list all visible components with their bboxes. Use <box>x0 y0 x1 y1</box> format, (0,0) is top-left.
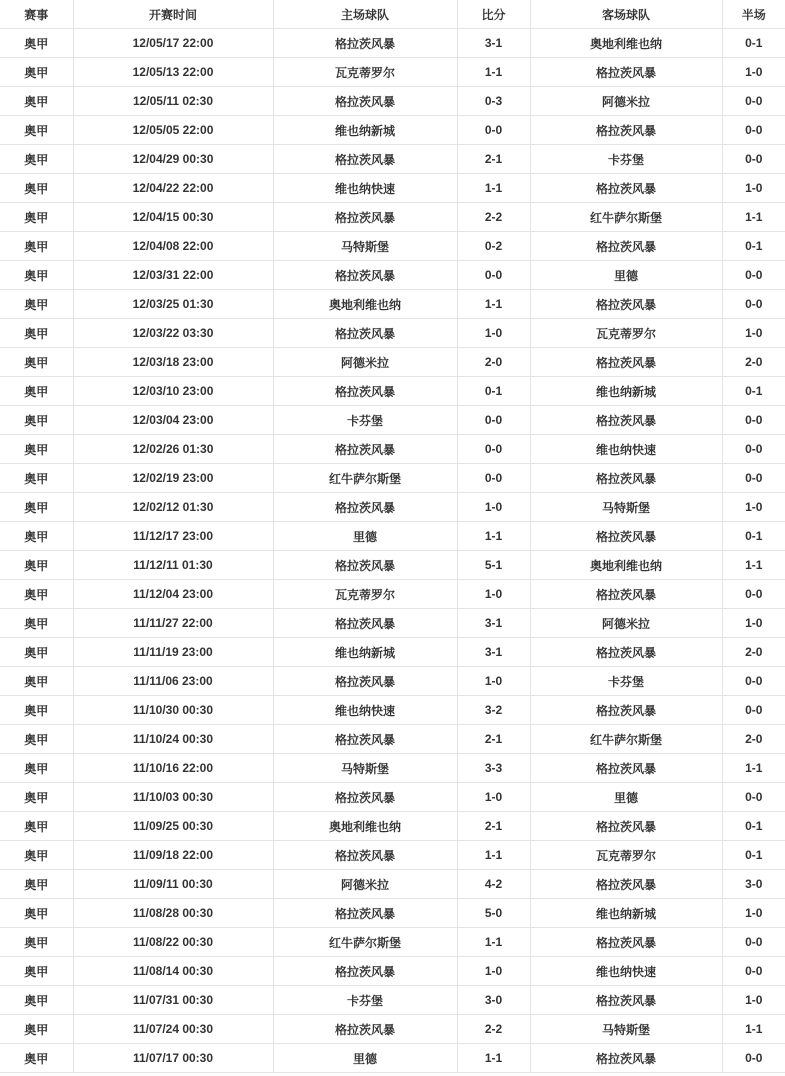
cell-kickoff-time: 11/09/18 22:00 <box>73 841 273 870</box>
cell-home-team: 格拉茨风暴 <box>273 145 457 174</box>
column-header-away-team: 客场球队 <box>530 0 722 29</box>
cell-league: 奥甲 <box>0 986 73 1015</box>
cell-league: 奥甲 <box>0 522 73 551</box>
cell-score: 2-2 <box>457 203 530 232</box>
cell-away-team: 卡芬堡 <box>530 667 722 696</box>
cell-away-team: 里德 <box>530 783 722 812</box>
cell-away-team: 格拉茨风暴 <box>530 754 722 783</box>
cell-kickoff-time: 12/04/08 22:00 <box>73 232 273 261</box>
table-row <box>0 464 785 493</box>
cell-half-score: 1-0 <box>722 899 785 928</box>
cell-league: 奥甲 <box>0 957 73 986</box>
cell-away-team: 格拉茨风暴 <box>530 464 722 493</box>
cell-half-score: 1-0 <box>722 319 785 348</box>
cell-kickoff-time: 11/09/25 00:30 <box>73 812 273 841</box>
cell-away-team: 格拉茨风暴 <box>530 580 722 609</box>
cell-score: 3-1 <box>457 29 530 58</box>
cell-kickoff-time: 12/02/26 01:30 <box>73 435 273 464</box>
cell-away-team: 阿德米拉 <box>530 87 722 116</box>
cell-home-team: 阿德米拉 <box>273 870 457 899</box>
cell-score: 2-0 <box>457 348 530 377</box>
cell-score: 2-1 <box>457 725 530 754</box>
cell-score: 0-0 <box>457 261 530 290</box>
cell-home-team: 格拉茨风暴 <box>273 899 457 928</box>
cell-kickoff-time: 11/09/11 00:30 <box>73 870 273 899</box>
cell-away-team: 格拉茨风暴 <box>530 696 722 725</box>
table-row <box>0 551 785 580</box>
cell-away-team: 格拉茨风暴 <box>530 174 722 203</box>
cell-kickoff-time: 12/03/31 22:00 <box>73 261 273 290</box>
cell-kickoff-time: 12/03/22 03:30 <box>73 319 273 348</box>
cell-kickoff-time: 11/08/28 00:30 <box>73 899 273 928</box>
cell-home-team: 格拉茨风暴 <box>273 377 457 406</box>
table-row <box>0 696 785 725</box>
cell-home-team: 维也纳新城 <box>273 638 457 667</box>
column-header-home-team: 主场球队 <box>273 0 457 29</box>
table-row <box>0 1015 785 1044</box>
cell-score: 0-0 <box>457 464 530 493</box>
cell-league: 奥甲 <box>0 58 73 87</box>
cell-kickoff-time: 12/02/19 23:00 <box>73 464 273 493</box>
cell-away-team: 马特斯堡 <box>530 1015 722 1044</box>
cell-home-team: 卡芬堡 <box>273 986 457 1015</box>
table-row <box>0 145 785 174</box>
header-row <box>0 0 785 29</box>
cell-league: 奥甲 <box>0 87 73 116</box>
cell-kickoff-time: 11/07/17 00:30 <box>73 1044 273 1073</box>
table-row <box>0 493 785 522</box>
cell-away-team: 格拉茨风暴 <box>530 1044 722 1073</box>
table-row <box>0 870 785 899</box>
cell-half-score: 0-1 <box>722 232 785 261</box>
cell-league: 奥甲 <box>0 348 73 377</box>
cell-away-team: 格拉茨风暴 <box>530 348 722 377</box>
cell-league: 奥甲 <box>0 1044 73 1073</box>
table-row <box>0 609 785 638</box>
cell-home-team: 瓦克蒂罗尔 <box>273 580 457 609</box>
cell-league: 奥甲 <box>0 435 73 464</box>
cell-home-team: 马特斯堡 <box>273 754 457 783</box>
cell-kickoff-time: 11/12/04 23:00 <box>73 580 273 609</box>
cell-league: 奥甲 <box>0 464 73 493</box>
cell-away-team: 维也纳新城 <box>530 899 722 928</box>
table-row <box>0 812 785 841</box>
cell-kickoff-time: 12/03/04 23:00 <box>73 406 273 435</box>
cell-away-team: 维也纳快速 <box>530 957 722 986</box>
cell-league: 奥甲 <box>0 899 73 928</box>
cell-half-score: 1-1 <box>722 754 785 783</box>
cell-away-team: 红牛萨尔斯堡 <box>530 203 722 232</box>
table-row <box>0 203 785 232</box>
cell-league: 奥甲 <box>0 783 73 812</box>
table-row <box>0 377 785 406</box>
cell-home-team: 格拉茨风暴 <box>273 203 457 232</box>
cell-home-team: 格拉茨风暴 <box>273 319 457 348</box>
cell-kickoff-time: 12/05/05 22:00 <box>73 116 273 145</box>
column-header-score: 比分 <box>457 0 530 29</box>
table-row <box>0 580 785 609</box>
cell-kickoff-time: 12/04/29 00:30 <box>73 145 273 174</box>
table-row <box>0 841 785 870</box>
table-row <box>0 116 785 145</box>
cell-score: 1-0 <box>457 667 530 696</box>
cell-away-team: 里德 <box>530 261 722 290</box>
cell-home-team: 格拉茨风暴 <box>273 1015 457 1044</box>
cell-half-score: 0-0 <box>722 464 785 493</box>
cell-score: 5-0 <box>457 899 530 928</box>
cell-kickoff-time: 11/11/06 23:00 <box>73 667 273 696</box>
cell-score: 3-3 <box>457 754 530 783</box>
cell-home-team: 格拉茨风暴 <box>273 783 457 812</box>
cell-half-score: 2-0 <box>722 638 785 667</box>
cell-home-team: 奥地利维也纳 <box>273 812 457 841</box>
cell-away-team: 奥地利维也纳 <box>530 551 722 580</box>
table-row <box>0 290 785 319</box>
table-row <box>0 754 785 783</box>
cell-home-team: 维也纳新城 <box>273 116 457 145</box>
cell-home-team: 格拉茨风暴 <box>273 957 457 986</box>
cell-score: 2-2 <box>457 1015 530 1044</box>
cell-score: 2-1 <box>457 812 530 841</box>
cell-half-score: 0-0 <box>722 957 785 986</box>
table-row <box>0 29 785 58</box>
cell-score: 3-1 <box>457 638 530 667</box>
cell-league: 奥甲 <box>0 493 73 522</box>
cell-kickoff-time: 11/08/22 00:30 <box>73 928 273 957</box>
cell-half-score: 1-1 <box>722 551 785 580</box>
cell-half-score: 0-1 <box>722 29 785 58</box>
cell-home-team: 马特斯堡 <box>273 232 457 261</box>
cell-league: 奥甲 <box>0 145 73 174</box>
cell-league: 奥甲 <box>0 174 73 203</box>
cell-score: 1-0 <box>457 319 530 348</box>
cell-half-score: 0-0 <box>722 435 785 464</box>
table-row <box>0 928 785 957</box>
cell-half-score: 0-1 <box>722 812 785 841</box>
cell-league: 奥甲 <box>0 928 73 957</box>
cell-away-team: 格拉茨风暴 <box>530 812 722 841</box>
cell-home-team: 格拉茨风暴 <box>273 551 457 580</box>
cell-away-team: 瓦克蒂罗尔 <box>530 841 722 870</box>
cell-league: 奥甲 <box>0 812 73 841</box>
cell-away-team: 格拉茨风暴 <box>530 638 722 667</box>
cell-kickoff-time: 12/04/15 00:30 <box>73 203 273 232</box>
cell-half-score: 0-0 <box>722 1044 785 1073</box>
cell-half-score: 2-0 <box>722 725 785 754</box>
cell-league: 奥甲 <box>0 261 73 290</box>
cell-score: 0-0 <box>457 116 530 145</box>
cell-kickoff-time: 11/07/31 00:30 <box>73 986 273 1015</box>
table-row <box>0 58 785 87</box>
cell-score: 0-3 <box>457 87 530 116</box>
cell-home-team: 格拉茨风暴 <box>273 609 457 638</box>
table-row <box>0 261 785 290</box>
cell-kickoff-time: 12/04/22 22:00 <box>73 174 273 203</box>
cell-score: 1-1 <box>457 174 530 203</box>
cell-half-score: 2-0 <box>722 348 785 377</box>
cell-home-team: 红牛萨尔斯堡 <box>273 928 457 957</box>
cell-home-team: 阿德米拉 <box>273 348 457 377</box>
cell-score: 1-1 <box>457 58 530 87</box>
table-row <box>0 783 785 812</box>
cell-half-score: 1-0 <box>722 609 785 638</box>
cell-away-team: 格拉茨风暴 <box>530 116 722 145</box>
cell-league: 奥甲 <box>0 638 73 667</box>
cell-away-team: 卡芬堡 <box>530 145 722 174</box>
table-body <box>0 29 785 1073</box>
cell-away-team: 格拉茨风暴 <box>530 522 722 551</box>
cell-away-team: 奥地利维也纳 <box>530 29 722 58</box>
cell-league: 奥甲 <box>0 667 73 696</box>
cell-away-team: 维也纳新城 <box>530 377 722 406</box>
cell-away-team: 马特斯堡 <box>530 493 722 522</box>
table-row <box>0 957 785 986</box>
cell-league: 奥甲 <box>0 725 73 754</box>
cell-half-score: 1-0 <box>722 986 785 1015</box>
cell-half-score: 0-1 <box>722 377 785 406</box>
cell-away-team: 格拉茨风暴 <box>530 986 722 1015</box>
cell-score: 1-0 <box>457 580 530 609</box>
cell-league: 奥甲 <box>0 377 73 406</box>
cell-half-score: 0-0 <box>722 928 785 957</box>
cell-home-team: 里德 <box>273 1044 457 1073</box>
table-row <box>0 174 785 203</box>
cell-half-score: 0-0 <box>722 696 785 725</box>
cell-home-team: 里德 <box>273 522 457 551</box>
cell-half-score: 0-0 <box>722 783 785 812</box>
table-row <box>0 406 785 435</box>
cell-league: 奥甲 <box>0 870 73 899</box>
cell-score: 5-1 <box>457 551 530 580</box>
cell-away-team: 格拉茨风暴 <box>530 58 722 87</box>
cell-kickoff-time: 11/11/19 23:00 <box>73 638 273 667</box>
table-row <box>0 435 785 464</box>
cell-kickoff-time: 11/10/24 00:30 <box>73 725 273 754</box>
cell-half-score: 0-0 <box>722 290 785 319</box>
cell-half-score: 0-1 <box>722 522 785 551</box>
cell-home-team: 维也纳快速 <box>273 174 457 203</box>
cell-league: 奥甲 <box>0 319 73 348</box>
table-row <box>0 319 785 348</box>
table-row <box>0 899 785 928</box>
cell-home-team: 格拉茨风暴 <box>273 261 457 290</box>
cell-score: 4-2 <box>457 870 530 899</box>
cell-kickoff-time: 12/03/10 23:00 <box>73 377 273 406</box>
cell-home-team: 红牛萨尔斯堡 <box>273 464 457 493</box>
cell-half-score: 1-0 <box>722 58 785 87</box>
cell-away-team: 红牛萨尔斯堡 <box>530 725 722 754</box>
cell-league: 奥甲 <box>0 609 73 638</box>
cell-score: 1-1 <box>457 1044 530 1073</box>
cell-league: 奥甲 <box>0 1015 73 1044</box>
cell-away-team: 瓦克蒂罗尔 <box>530 319 722 348</box>
cell-score: 1-1 <box>457 522 530 551</box>
cell-kickoff-time: 12/05/17 22:00 <box>73 29 273 58</box>
cell-home-team: 格拉茨风暴 <box>273 435 457 464</box>
cell-score: 0-1 <box>457 377 530 406</box>
cell-half-score: 1-0 <box>722 493 785 522</box>
cell-half-score: 0-0 <box>722 261 785 290</box>
cell-home-team: 格拉茨风暴 <box>273 493 457 522</box>
cell-score: 1-1 <box>457 841 530 870</box>
column-header-half-score: 半场 <box>722 0 785 29</box>
cell-away-team: 格拉茨风暴 <box>530 870 722 899</box>
cell-away-team: 格拉茨风暴 <box>530 290 722 319</box>
cell-half-score: 0-0 <box>722 667 785 696</box>
cell-kickoff-time: 12/02/12 01:30 <box>73 493 273 522</box>
cell-league: 奥甲 <box>0 406 73 435</box>
cell-kickoff-time: 11/12/17 23:00 <box>73 522 273 551</box>
cell-score: 0-0 <box>457 435 530 464</box>
cell-half-score: 0-0 <box>722 145 785 174</box>
cell-score: 1-0 <box>457 493 530 522</box>
cell-half-score: 0-0 <box>722 87 785 116</box>
table-row <box>0 522 785 551</box>
cell-home-team: 格拉茨风暴 <box>273 725 457 754</box>
cell-away-team: 维也纳快速 <box>530 435 722 464</box>
table-row <box>0 232 785 261</box>
cell-home-team: 格拉茨风暴 <box>273 29 457 58</box>
cell-league: 奥甲 <box>0 841 73 870</box>
cell-half-score: 0-0 <box>722 116 785 145</box>
cell-home-team: 奥地利维也纳 <box>273 290 457 319</box>
column-header-kickoff-time: 开赛时间 <box>73 0 273 29</box>
cell-half-score: 1-0 <box>722 174 785 203</box>
cell-half-score: 1-1 <box>722 1015 785 1044</box>
cell-home-team: 格拉茨风暴 <box>273 841 457 870</box>
cell-score: 1-1 <box>457 928 530 957</box>
table-row <box>0 667 785 696</box>
cell-half-score: 0-0 <box>722 406 785 435</box>
table-row <box>0 725 785 754</box>
cell-league: 奥甲 <box>0 232 73 261</box>
cell-kickoff-time: 12/03/18 23:00 <box>73 348 273 377</box>
cell-kickoff-time: 12/05/13 22:00 <box>73 58 273 87</box>
cell-half-score: 1-1 <box>722 203 785 232</box>
cell-score: 0-0 <box>457 406 530 435</box>
cell-kickoff-time: 11/08/14 00:30 <box>73 957 273 986</box>
cell-away-team: 阿德米拉 <box>530 609 722 638</box>
cell-league: 奥甲 <box>0 551 73 580</box>
cell-league: 奥甲 <box>0 203 73 232</box>
cell-score: 1-0 <box>457 783 530 812</box>
cell-away-team: 格拉茨风暴 <box>530 928 722 957</box>
cell-league: 奥甲 <box>0 754 73 783</box>
cell-league: 奥甲 <box>0 580 73 609</box>
cell-league: 奥甲 <box>0 29 73 58</box>
cell-half-score: 0-1 <box>722 841 785 870</box>
table-row <box>0 348 785 377</box>
cell-kickoff-time: 11/12/11 01:30 <box>73 551 273 580</box>
cell-kickoff-time: 11/10/30 00:30 <box>73 696 273 725</box>
cell-league: 奥甲 <box>0 290 73 319</box>
table-row <box>0 986 785 1015</box>
cell-home-team: 维也纳快速 <box>273 696 457 725</box>
cell-score: 1-0 <box>457 957 530 986</box>
cell-home-team: 瓦克蒂罗尔 <box>273 58 457 87</box>
cell-score: 3-1 <box>457 609 530 638</box>
cell-home-team: 格拉茨风暴 <box>273 667 457 696</box>
cell-home-team: 卡芬堡 <box>273 406 457 435</box>
cell-score: 3-2 <box>457 696 530 725</box>
cell-kickoff-time: 12/03/25 01:30 <box>73 290 273 319</box>
column-header-league: 赛事 <box>0 0 73 29</box>
cell-league: 奥甲 <box>0 116 73 145</box>
cell-score: 3-0 <box>457 986 530 1015</box>
cell-score: 0-2 <box>457 232 530 261</box>
cell-half-score: 3-0 <box>722 870 785 899</box>
cell-kickoff-time: 11/07/24 00:30 <box>73 1015 273 1044</box>
table-row <box>0 638 785 667</box>
cell-kickoff-time: 11/10/03 00:30 <box>73 783 273 812</box>
table-row <box>0 87 785 116</box>
cell-score: 2-1 <box>457 145 530 174</box>
cell-league: 奥甲 <box>0 696 73 725</box>
cell-home-team: 格拉茨风暴 <box>273 87 457 116</box>
cell-half-score: 0-0 <box>722 580 785 609</box>
cell-kickoff-time: 11/11/27 22:00 <box>73 609 273 638</box>
cell-away-team: 格拉茨风暴 <box>530 232 722 261</box>
table-row <box>0 1044 785 1073</box>
cell-score: 1-1 <box>457 290 530 319</box>
cell-away-team: 格拉茨风暴 <box>530 406 722 435</box>
cell-kickoff-time: 11/10/16 22:00 <box>73 754 273 783</box>
cell-kickoff-time: 12/05/11 02:30 <box>73 87 273 116</box>
